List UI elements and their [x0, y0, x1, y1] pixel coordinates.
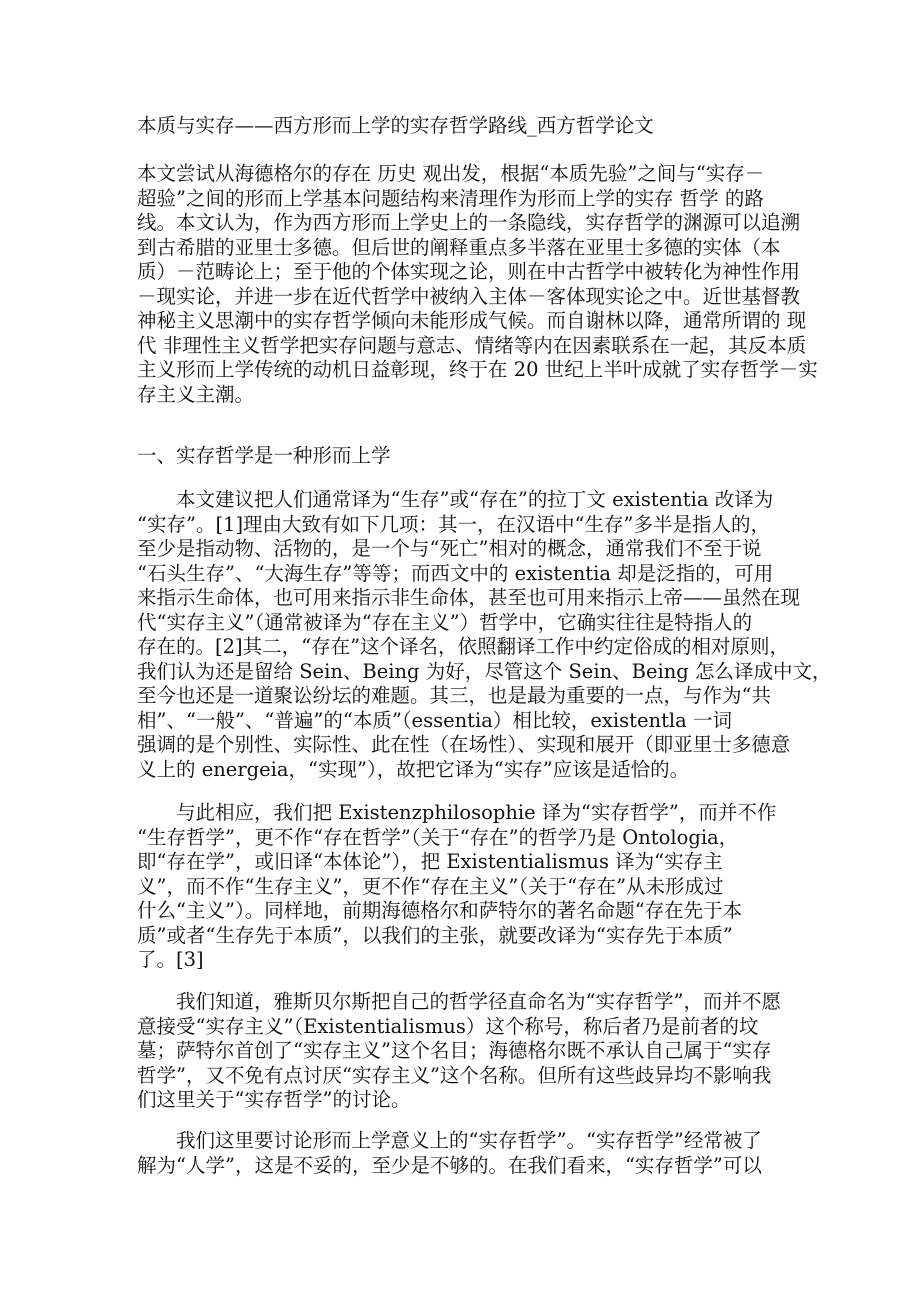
text-line: 线。本文认为，作为西方形而上学史上的一条隐线，实存哲学的渊源可以追溯: [137, 211, 801, 234]
text-line: 到古希腊的亚里士多德。但后世的阐释重点多半落在亚里士多德的实体（本: [137, 235, 781, 259]
text-line: 义上的 energeia，“实现”），故把它译为“实存”应该是适恰的。: [137, 757, 690, 781]
body-paragraph-3: [137, 990, 797, 1113]
text-line: 意接受“实存主义”（Existentialismus）这个称号，称后者乃是前者的坟: [137, 1014, 759, 1038]
text-line: 存在的。[2]其二，“存在”这个译名，依照翻译工作中约定俗成的相对原则，: [137, 635, 790, 658]
text-line: 相”、“一般”、“普遍”的“本质”（essentia）相比较，existentla 一词: [137, 708, 732, 732]
text-line: 与此相应，我们把 Existenzphilosophie 译为“实存哲学”，而并不作: [137, 801, 777, 824]
text-line: 义”，而不作“生存主义”，更不作“存在主义”（关于“存在”从未形成过: [137, 874, 724, 898]
text-line: 我们认为还是留给 Sein、Being 为好，尽管这个 Sein、Being 怎么译成中文，: [137, 659, 832, 683]
text-line: 主义形而上学传统的动机日益彰现，终于在 20 世纪上半叶成就了实存哲学－实: [137, 358, 818, 381]
body-paragraph-1: [137, 488, 832, 782]
text-line: 超验”之间的形而上学基本问题结构来清理作为形而上学的实存 哲学 的路: [137, 186, 764, 210]
text-line: 墓；萨特尔首创了“实存主义”这个名目；海德格尔既不承认自己属于“实存: [137, 1039, 772, 1062]
text-line: 解为“人学”，这是不妥的，至少是不够的。在我们看来，“实存哲学”可以: [137, 1153, 762, 1177]
text-line: 我们知道，雅斯贝尔斯把自己的哲学径直命名为“实存哲学”，而并不愿: [137, 990, 781, 1013]
text-line: 至少是指动物、活物的，是一个与“死亡”相对的概念，通常我们不至于说: [137, 537, 762, 560]
title-text: 本质与实存——西方形而上学的实存哲学路线_西方哲学论文: [137, 114, 654, 137]
text-line: 强调的是个别性、实际性、此在性（在场性）、实现和展开（即亚里士多德意: [137, 733, 791, 756]
text-line: －现实论，并进一步在近代哲学中被纳入主体－客体现实论之中。近世基督教: [137, 284, 801, 308]
body-paragraph-2: [137, 801, 797, 973]
text-line: 至今也还是一道聚讼纷坛的难题。其三，也是最为重要的一点，与作为“共: [137, 684, 771, 707]
text-line: 质”或者“生存先于本质”，以我们的主张，就要改译为“实存先于本质”: [137, 923, 733, 947]
abstract-paragraph: [137, 162, 818, 407]
text-line: 我们这里要讨论形而上学意义上的“实存哲学”。“实存哲学”经常被了: [137, 1129, 762, 1152]
text-line: 什么“主义”）。同样地，前期海德格尔和萨特尔的著名命题“存在先于本: [137, 899, 743, 922]
section-heading-text: 一、实存哲学是一种形而上学: [137, 444, 391, 467]
text-line: “生存哲学”，更不作“存在哲学”（关于“存在”的哲学乃是 Ontologia，: [137, 825, 739, 849]
text-line: 本文建议把人们通常译为“生存”或“存在”的拉丁文 existentia 改译为: [137, 488, 774, 511]
text-line: 即“存在学”，或旧译“本体论”），把 Existentialismus 译为“实存主: [137, 850, 723, 873]
text-line: 代“实存主义”（通常被译为“存在主义”）哲学中，它确实往往是特指人的: [137, 610, 753, 634]
text-line: “实存”。[1]理由大致有如下几项：其一，在汉语中“生存”多半是指人的，: [137, 512, 770, 536]
text-line: 了。[3]: [137, 948, 204, 971]
body-paragraph-4: [137, 1129, 797, 1178]
text-line: “石头生存”、“大海生存”等等；而西文中的 existentia 却是泛指的，可用: [137, 561, 774, 585]
text-line: 存主义主潮。: [137, 382, 255, 406]
text-line: 来指示生命体，也可用来指示非生命体，甚至也可用来指示上帝——虽然在现: [137, 586, 801, 609]
text-line: 哲学”，又不免有点讨厌“实存主义”这个名称。但所有这些歧异均不影响我: [137, 1063, 772, 1087]
text-line: 本文尝试从海德格尔的存在 历史 观出发，根据“本质先验”之间与“实存－: [137, 162, 765, 185]
text-line: 神秘主义思潮中的实存哲学倾向未能形成气候。而自谢林以降，通常所谓的 现: [137, 309, 807, 332]
text-line: 质）－范畴论上；至于他的个体实现之论，则在中古哲学中被转化为神性作用: [137, 260, 801, 283]
text-line: 代 非理性主义哲学把实存问题与意志、情绪等内在因素联系在一起，其反本质: [137, 333, 807, 357]
text-line: 们这里关于“实存哲学”的讨论。: [137, 1088, 411, 1111]
section-heading: [137, 444, 797, 469]
document-title: [137, 114, 797, 139]
